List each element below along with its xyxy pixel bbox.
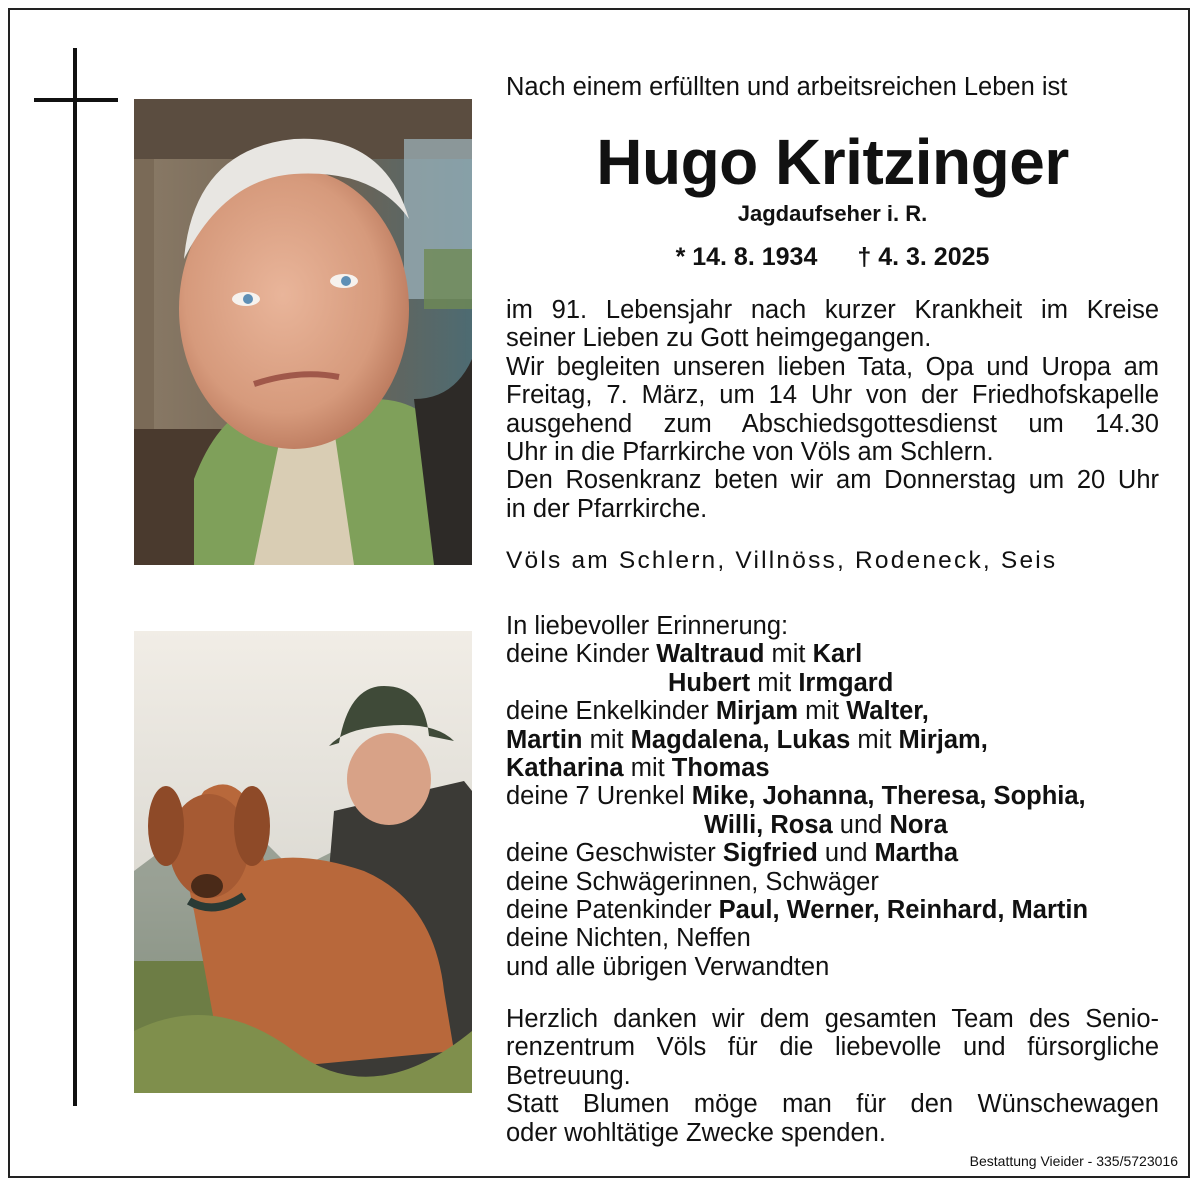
birth-date: * 14. 8. 1934 bbox=[675, 243, 818, 271]
name: Katharina bbox=[506, 754, 624, 783]
family-inlaws: deine Schwägerinnen, Schwäger bbox=[506, 867, 879, 896]
intro-line: Nach einem erfüllten und arbeitsreichen Leben ist bbox=[506, 73, 1068, 101]
name: Mirjam, bbox=[898, 725, 988, 754]
name: Hubert bbox=[668, 668, 751, 697]
family-grandchildren bbox=[506, 697, 1159, 725]
family-list bbox=[506, 612, 1159, 981]
funeral-home-credit: Bestattung Vieider - 335/5723016 bbox=[969, 1153, 1178, 1169]
announcement-text bbox=[506, 296, 1159, 523]
name: Sigfried bbox=[722, 839, 818, 868]
text-line: im 91. Lebensjahr nach kurzer Krankheit im Kreise bbox=[506, 296, 1159, 324]
text-line: Uhr in die Pfarrkirche von Völs am Schlern. bbox=[506, 438, 994, 467]
label: deine Patenkinder bbox=[506, 896, 719, 925]
family-children-2 bbox=[506, 669, 1159, 697]
label: mit bbox=[798, 697, 847, 726]
label: deine Kinder bbox=[506, 640, 657, 669]
text-line: in der Pfarrkirche. bbox=[506, 494, 708, 523]
family-heading: In liebevoller Erinnerung: bbox=[506, 612, 789, 640]
places-line: Völs am Schlern, Villnöss, Rodeneck, Seis bbox=[506, 547, 1058, 574]
family-siblings bbox=[506, 839, 1159, 867]
label: mit bbox=[764, 640, 813, 669]
text-line: Den Rosenkranz beten wir am Donnerstag um 20 Uhr bbox=[506, 466, 1159, 495]
label: und bbox=[817, 839, 875, 868]
hunter-with-dog-photo bbox=[134, 631, 472, 1093]
name: Paul, Werner, Reinhard, Martin bbox=[718, 896, 1089, 925]
label: deine Enkelkinder bbox=[506, 697, 716, 726]
portrait-photo bbox=[134, 99, 472, 565]
family-grandchildren-3 bbox=[506, 754, 1159, 782]
name: Martha bbox=[874, 839, 959, 868]
name: Walter, bbox=[846, 697, 929, 726]
name: Karl bbox=[812, 640, 863, 669]
name: Waltraud bbox=[656, 640, 765, 669]
family-children bbox=[506, 640, 1159, 668]
text-line: Herzlich danken wir dem gesamten Team des Senio- bbox=[506, 1005, 1159, 1033]
death-date: † 4. 3. 2025 bbox=[857, 243, 990, 271]
family-nieces: deine Nichten, Neffen bbox=[506, 924, 751, 953]
deceased-name: Hugo Kritzinger bbox=[596, 126, 1069, 198]
label: mit bbox=[582, 725, 631, 754]
text-line: oder wohltätige Zwecke spenden. bbox=[506, 1118, 886, 1147]
text-line: renzentrum Völs für die liebevolle und fürsorgliche bbox=[506, 1033, 1159, 1062]
name: Mirjam bbox=[715, 697, 799, 726]
cross-icon bbox=[73, 48, 77, 1106]
family-others: und alle übrigen Verwandten bbox=[506, 952, 830, 981]
text-line: Statt Blumen möge man für den Wünschewagen bbox=[506, 1090, 1159, 1119]
name: Willi, Rosa bbox=[704, 810, 833, 839]
name: Thomas bbox=[671, 754, 770, 783]
text-line: Betreuung. bbox=[506, 1061, 631, 1090]
label: deine 7 Urenkel bbox=[506, 782, 692, 811]
name: Irmgard bbox=[798, 668, 894, 697]
text-line: Wir begleiten unseren lieben Tata, Opa und Uropa am bbox=[506, 352, 1159, 381]
name: Nora bbox=[889, 810, 948, 839]
cross-icon-bar bbox=[34, 98, 118, 102]
name: Martin bbox=[506, 725, 583, 754]
name: Magdalena, Lukas bbox=[630, 725, 851, 754]
text-line: seiner Lieben zu Gott heimgegangen. bbox=[506, 324, 932, 353]
label: mit bbox=[750, 668, 799, 697]
life-dates bbox=[506, 242, 1159, 272]
text-line: Freitag, 7. März, um 14 Uhr von der Friedhofskapelle bbox=[506, 381, 1159, 410]
label: mit bbox=[850, 725, 899, 754]
label: und bbox=[832, 810, 890, 839]
label: mit bbox=[623, 754, 672, 783]
deceased-title: Jagdaufseher i. R. bbox=[737, 201, 928, 226]
name: Mike, Johanna, Theresa, Sophia, bbox=[691, 782, 1086, 811]
family-great-grandchildren bbox=[506, 782, 1159, 810]
family-grandchildren-2 bbox=[506, 726, 1159, 754]
family-godchildren bbox=[506, 896, 1159, 924]
thanks-text bbox=[506, 1005, 1159, 1147]
family-great-grandchildren-2 bbox=[506, 811, 1159, 839]
label: deine Geschwister bbox=[506, 839, 723, 868]
text-line: ausgehend zum Abschiedsgottesdienst um 14.30 bbox=[506, 409, 1159, 438]
